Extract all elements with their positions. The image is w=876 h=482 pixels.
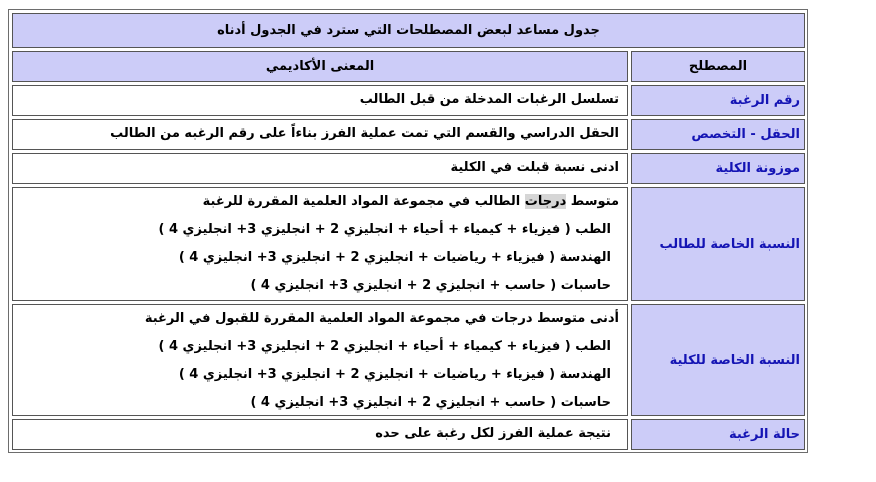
highlighted-word: درجات	[524, 194, 567, 209]
definition-college-ratio	[12, 304, 628, 416]
table-caption: جدول مساعد لبعض المصطلحات التي سترد في الجدول أدناه	[12, 13, 805, 48]
term-wish-status: حالة الرغبة	[631, 419, 805, 450]
definition-student-ratio	[12, 187, 628, 301]
definition-college-weighted	[12, 153, 628, 184]
definition-line: الطب ( فيزياء + كيمياء + أحياء + انجليزي 2 + انجليزي 3+ انجليزي 4 )	[158, 222, 611, 237]
definition-line: نتيجة عملية الفرز لكل رغبة على حده	[375, 426, 611, 441]
definition-wish-number	[12, 85, 628, 116]
definition-wish-status	[12, 419, 628, 450]
definition-line: ادنى نسبة قبلت في الكلية	[450, 160, 619, 175]
definition-line: الهندسة ( فيزياء + رياضيات + انجليزي 2 + انجليزي 3+ انجليزي 4 )	[178, 367, 611, 382]
definition-line: تسلسل الرغبات المدخلة من قبل الطالب	[359, 92, 619, 107]
term-field-specialization: الحقل - التخصص	[631, 119, 805, 150]
term-college-ratio: النسبة الخاصة للكلية	[631, 304, 805, 416]
header-term: المصطلح	[631, 51, 805, 82]
term-wish-number: رقم الرغبة	[631, 85, 805, 116]
header-meaning: المعنى الأكاديمي	[12, 51, 628, 82]
definition-line: أدنى متوسط درجات في مجموعة المواد العلمية المقررة للقبول في الرغبة	[144, 311, 619, 326]
term-student-ratio: النسبة الخاصة للطالب	[631, 187, 805, 301]
definition-line: الطب ( فيزياء + كيمياء + أحياء + انجليزي 2 + انجليزي 3+ انجليزي 4 )	[158, 339, 611, 354]
definition-line: حاسبات ( حاسب + انجليزي 2 + انجليزي 3+ انجليزي 4 )	[250, 395, 611, 410]
definition-line: الحقل الدراسي والقسم التي تمت عملية الفرز بناءاً على رقم الرغبه من الطالب	[110, 126, 619, 141]
definition-line: حاسبات ( حاسب + انجليزي 2 + انجليزي 3+ انجليزي 4 )	[250, 278, 611, 293]
definition-field-specialization	[12, 119, 628, 150]
glossary-table	[8, 9, 808, 453]
definition-line: الهندسة ( فيزياء + رياضيات + انجليزي 2 + انجليزي 3+ انجليزي 4 )	[178, 250, 611, 265]
term-college-weighted: موزونة الكلية	[631, 153, 805, 184]
definition-line: متوسط درجات الطالب في مجموعة المواد العلمية المقررة للرغبة	[202, 194, 619, 209]
